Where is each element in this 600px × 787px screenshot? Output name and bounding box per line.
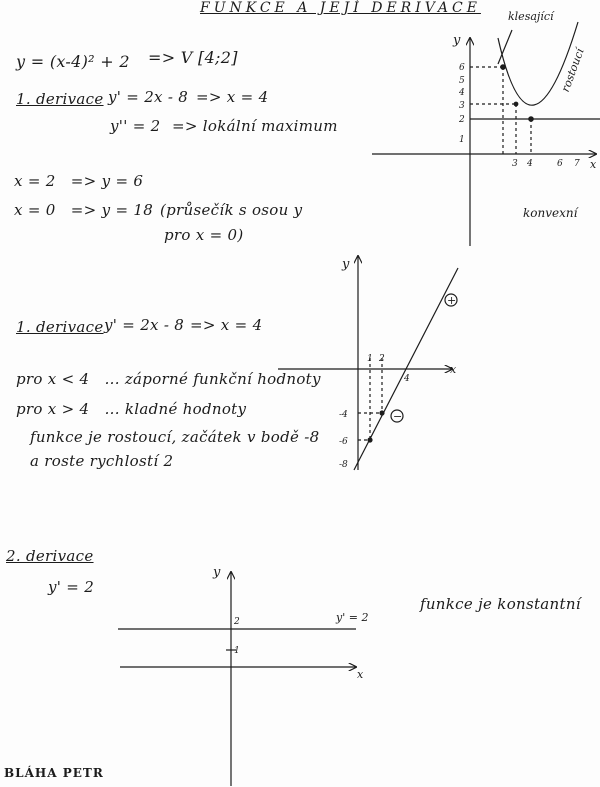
second-derivative-formula: y'' = 2 xyxy=(110,117,161,135)
convex-label: konvexní xyxy=(523,206,578,220)
page-title: FUNKCE A JEJÍ DERIVACE xyxy=(200,0,481,16)
g1-ytick-1: 1 xyxy=(459,135,465,145)
vertex-result: => V [4;2] xyxy=(148,48,238,67)
g2-ytick-m8: -8 xyxy=(339,460,348,470)
part3-formula: y' = 2 xyxy=(48,578,95,596)
g3-tick-1: 1 xyxy=(234,646,240,656)
g2-y-axis-label: y xyxy=(342,257,350,272)
first-derivative-result: => x = 4 xyxy=(196,88,269,106)
g3-y-axis-label: y xyxy=(213,565,221,580)
g1-ytick-6: 6 xyxy=(459,63,465,73)
part2-line-2: pro x > 4 ... kladné hodnoty xyxy=(16,400,247,418)
plus-sign: + xyxy=(447,294,457,307)
constant-graph xyxy=(118,572,356,786)
g1-ytick-2: 2 xyxy=(459,115,465,125)
increasing-label: rostoucí xyxy=(558,46,587,94)
function-definition: y = (x-4)² + 2 xyxy=(16,52,130,71)
first-derivative-formula: y' = 2x - 8 xyxy=(108,88,189,106)
g2-xtick-4: 4 xyxy=(404,374,410,384)
g2-xtick-2: 2 xyxy=(379,354,385,364)
g1-xtick-4: 4 xyxy=(527,159,533,169)
intersection-note-1: (průsečík s osou y xyxy=(160,201,303,219)
g3-x-axis-label: x xyxy=(357,668,364,681)
part2-result: => x = 4 xyxy=(190,316,263,334)
intersection-note-2: pro x = 0) xyxy=(164,226,244,244)
first-derivative-label: 1. derivace xyxy=(16,90,104,108)
part2-heading: 1. derivace xyxy=(16,318,104,336)
g2-ytick-m4: -4 xyxy=(339,410,348,420)
signature: BLÁHA PETR xyxy=(4,766,104,780)
g1-x-axis-label: x xyxy=(590,158,597,171)
part2-line-1: pro x < 4 ... záporné funkční hodnoty xyxy=(16,370,321,388)
g2-x-axis-label: x xyxy=(450,363,457,376)
second-derivative-result: => lokální maximum xyxy=(172,117,338,135)
g2-xtick-1: 1 xyxy=(367,354,373,364)
calc-line-2: x = 0 => y = 18 xyxy=(14,201,154,219)
g3-line-label: y' = 2 xyxy=(336,611,369,624)
g1-y-axis-label: y xyxy=(453,33,461,48)
part2-line-4: a roste rychlostí 2 xyxy=(30,452,174,470)
g1-ytick-3: 3 xyxy=(459,101,465,111)
part2-formula: y' = 2x - 8 xyxy=(104,316,185,334)
g2-ytick-m6: -6 xyxy=(339,437,348,447)
minus-sign: − xyxy=(393,410,403,423)
part3-heading: 2. derivace xyxy=(6,547,94,565)
g3-tick-2: 2 xyxy=(234,617,240,627)
calc-line-1: x = 2 => y = 6 xyxy=(14,172,144,190)
g1-xtick-6: 6 xyxy=(557,159,563,169)
constant-note: funkce je konstantní xyxy=(420,595,581,613)
decreasing-label: klesající xyxy=(508,10,554,23)
g1-ytick-4: 4 xyxy=(459,88,465,98)
g1-ytick-5: 5 xyxy=(459,76,465,86)
part2-line-3: funkce je rostoucí, začátek v bodě -8 xyxy=(30,428,320,446)
g1-xtick-7: 7 xyxy=(574,159,580,169)
g1-xtick-3: 3 xyxy=(512,159,518,169)
